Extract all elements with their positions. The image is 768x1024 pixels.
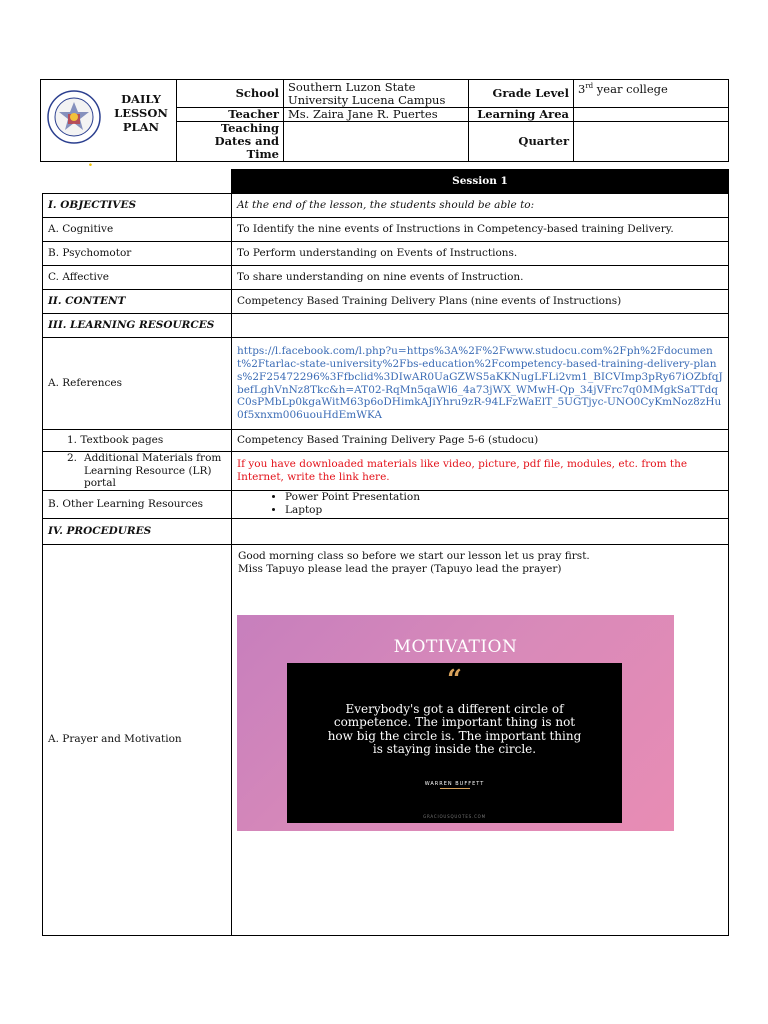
cognitive-value: To Identify the nine events of Instructions in Competency-based training Delivery. (232, 218, 729, 242)
logo-title-cell (41, 80, 177, 162)
objectives-value: At the end of the lesson, the students should be able to: (232, 194, 729, 218)
procedures-value (232, 518, 729, 544)
references-link[interactable]: https://l.facebook.com/l.php?u=https%3A%2F%2Fwww.studocu.com%2Fph%2Fdocument%2Ftarlac-state-university%2Fbs-education%2Fcompetency-based-training-delivery-plans%2F25472296%3Ffbclid%3DIwAR0UaGZWS5aKKNugLFLi2vm1_BICVImp3pRy67iOZbfqJbefLghVnNz8Tkc&h=AT02-RqMn5qaWl6_4a73jWX_WMwH-Qp_34jVFrc7q0MMgkSaTTdqC0sPMbLp0kgaWitM63p6oDHimkAJiYhru9zR-94LFzWaElT_5UGTjyc-UNO0CyKmNoz8zHu0f5xnxm006uouHdEmWKA (232, 338, 729, 430)
quote-text: Everybody's got a different circle of competence. The important thing is not how big the circle is. The important thing is staying inside the circle. (327, 701, 582, 756)
deped-seal-icon (47, 90, 101, 144)
prayer-line-2: Miss Tapuyo please lead the prayer (Tapuyo lead the prayer) (238, 562, 562, 575)
learning-resources-value (232, 314, 729, 338)
additional-materials-label: 2. Additional Materials from Learning Resource (LR) portal (43, 452, 232, 491)
motivation-title: MOTIVATION (393, 636, 518, 657)
grade-level-value: 3rd year college (574, 80, 729, 108)
prayer-motivation-label: A. Prayer and Motivation (43, 544, 232, 935)
learning-resources-label: III. LEARNING RESOURCES (43, 314, 232, 338)
yellow-marker: . (88, 154, 93, 170)
quote-divider (440, 788, 470, 789)
session-spacer (43, 170, 232, 194)
session-header: Session 1 (232, 170, 729, 194)
other-resources-label: B. Other Learning Resources (43, 490, 232, 518)
quote-site: GRACIOUSQUOTES.COM (423, 813, 486, 819)
learning-area-label: Learning Area (469, 108, 574, 122)
lesson-plan-title: DAILY LESSON PLAN (114, 92, 168, 134)
motivation-image (237, 615, 674, 831)
quote-author: WARREN BUFFETT (424, 780, 485, 787)
content-value: Competency Based Training Delivery Plans (nine events of Instructions) (232, 290, 729, 314)
header-table (40, 79, 729, 162)
learning-area-value (574, 108, 729, 122)
objectives-label: I. OBJECTIVES (43, 194, 232, 218)
teaching-dates-label: Teaching Dates and Time (177, 122, 284, 162)
teacher-value: Ms. Zaira Jane R. Puertes (284, 108, 469, 122)
other-resources-list (232, 490, 729, 518)
additional-materials-value: If you have downloaded materials like video, picture, pdf file, modules, etc. from the Internet, write the link here. (232, 452, 729, 491)
teaching-dates-value (284, 122, 469, 162)
textbook-value: Competency Based Training Delivery Page 5-6 (studocu) (232, 430, 729, 452)
cognitive-label: A. Cognitive (43, 218, 232, 242)
quote-mark-icon: “ (447, 664, 462, 695)
prayer-motivation-cell (232, 544, 729, 935)
quarter-value (574, 122, 729, 162)
grade-level-label: Grade Level (469, 80, 574, 108)
lesson-table (42, 169, 729, 936)
references-label: A. References (43, 338, 232, 430)
school-value: Southern Luzon State University Lucena Campus (284, 80, 469, 108)
textbook-label: 1. Textbook pages (43, 430, 232, 452)
quote-panel (287, 663, 622, 823)
affective-value: To share understanding on nine events of Instruction. (232, 266, 729, 290)
affective-label: C. Affective (43, 266, 232, 290)
school-label: School (177, 80, 284, 108)
psychomotor-label: B. Psychomotor (43, 242, 232, 266)
procedures-label: IV. PROCEDURES (43, 518, 232, 544)
prayer-line-1: Good morning class so before we start our lesson let us pray first. (238, 549, 590, 562)
psychomotor-value: To Perform understanding on Events of Instructions. (232, 242, 729, 266)
quarter-label: Quarter (469, 122, 574, 162)
other-resource-item: • Laptop (285, 504, 723, 517)
other-resource-item: • Power Point Presentation (285, 491, 723, 504)
teacher-label: Teacher (177, 108, 284, 122)
content-label: II. CONTENT (43, 290, 232, 314)
